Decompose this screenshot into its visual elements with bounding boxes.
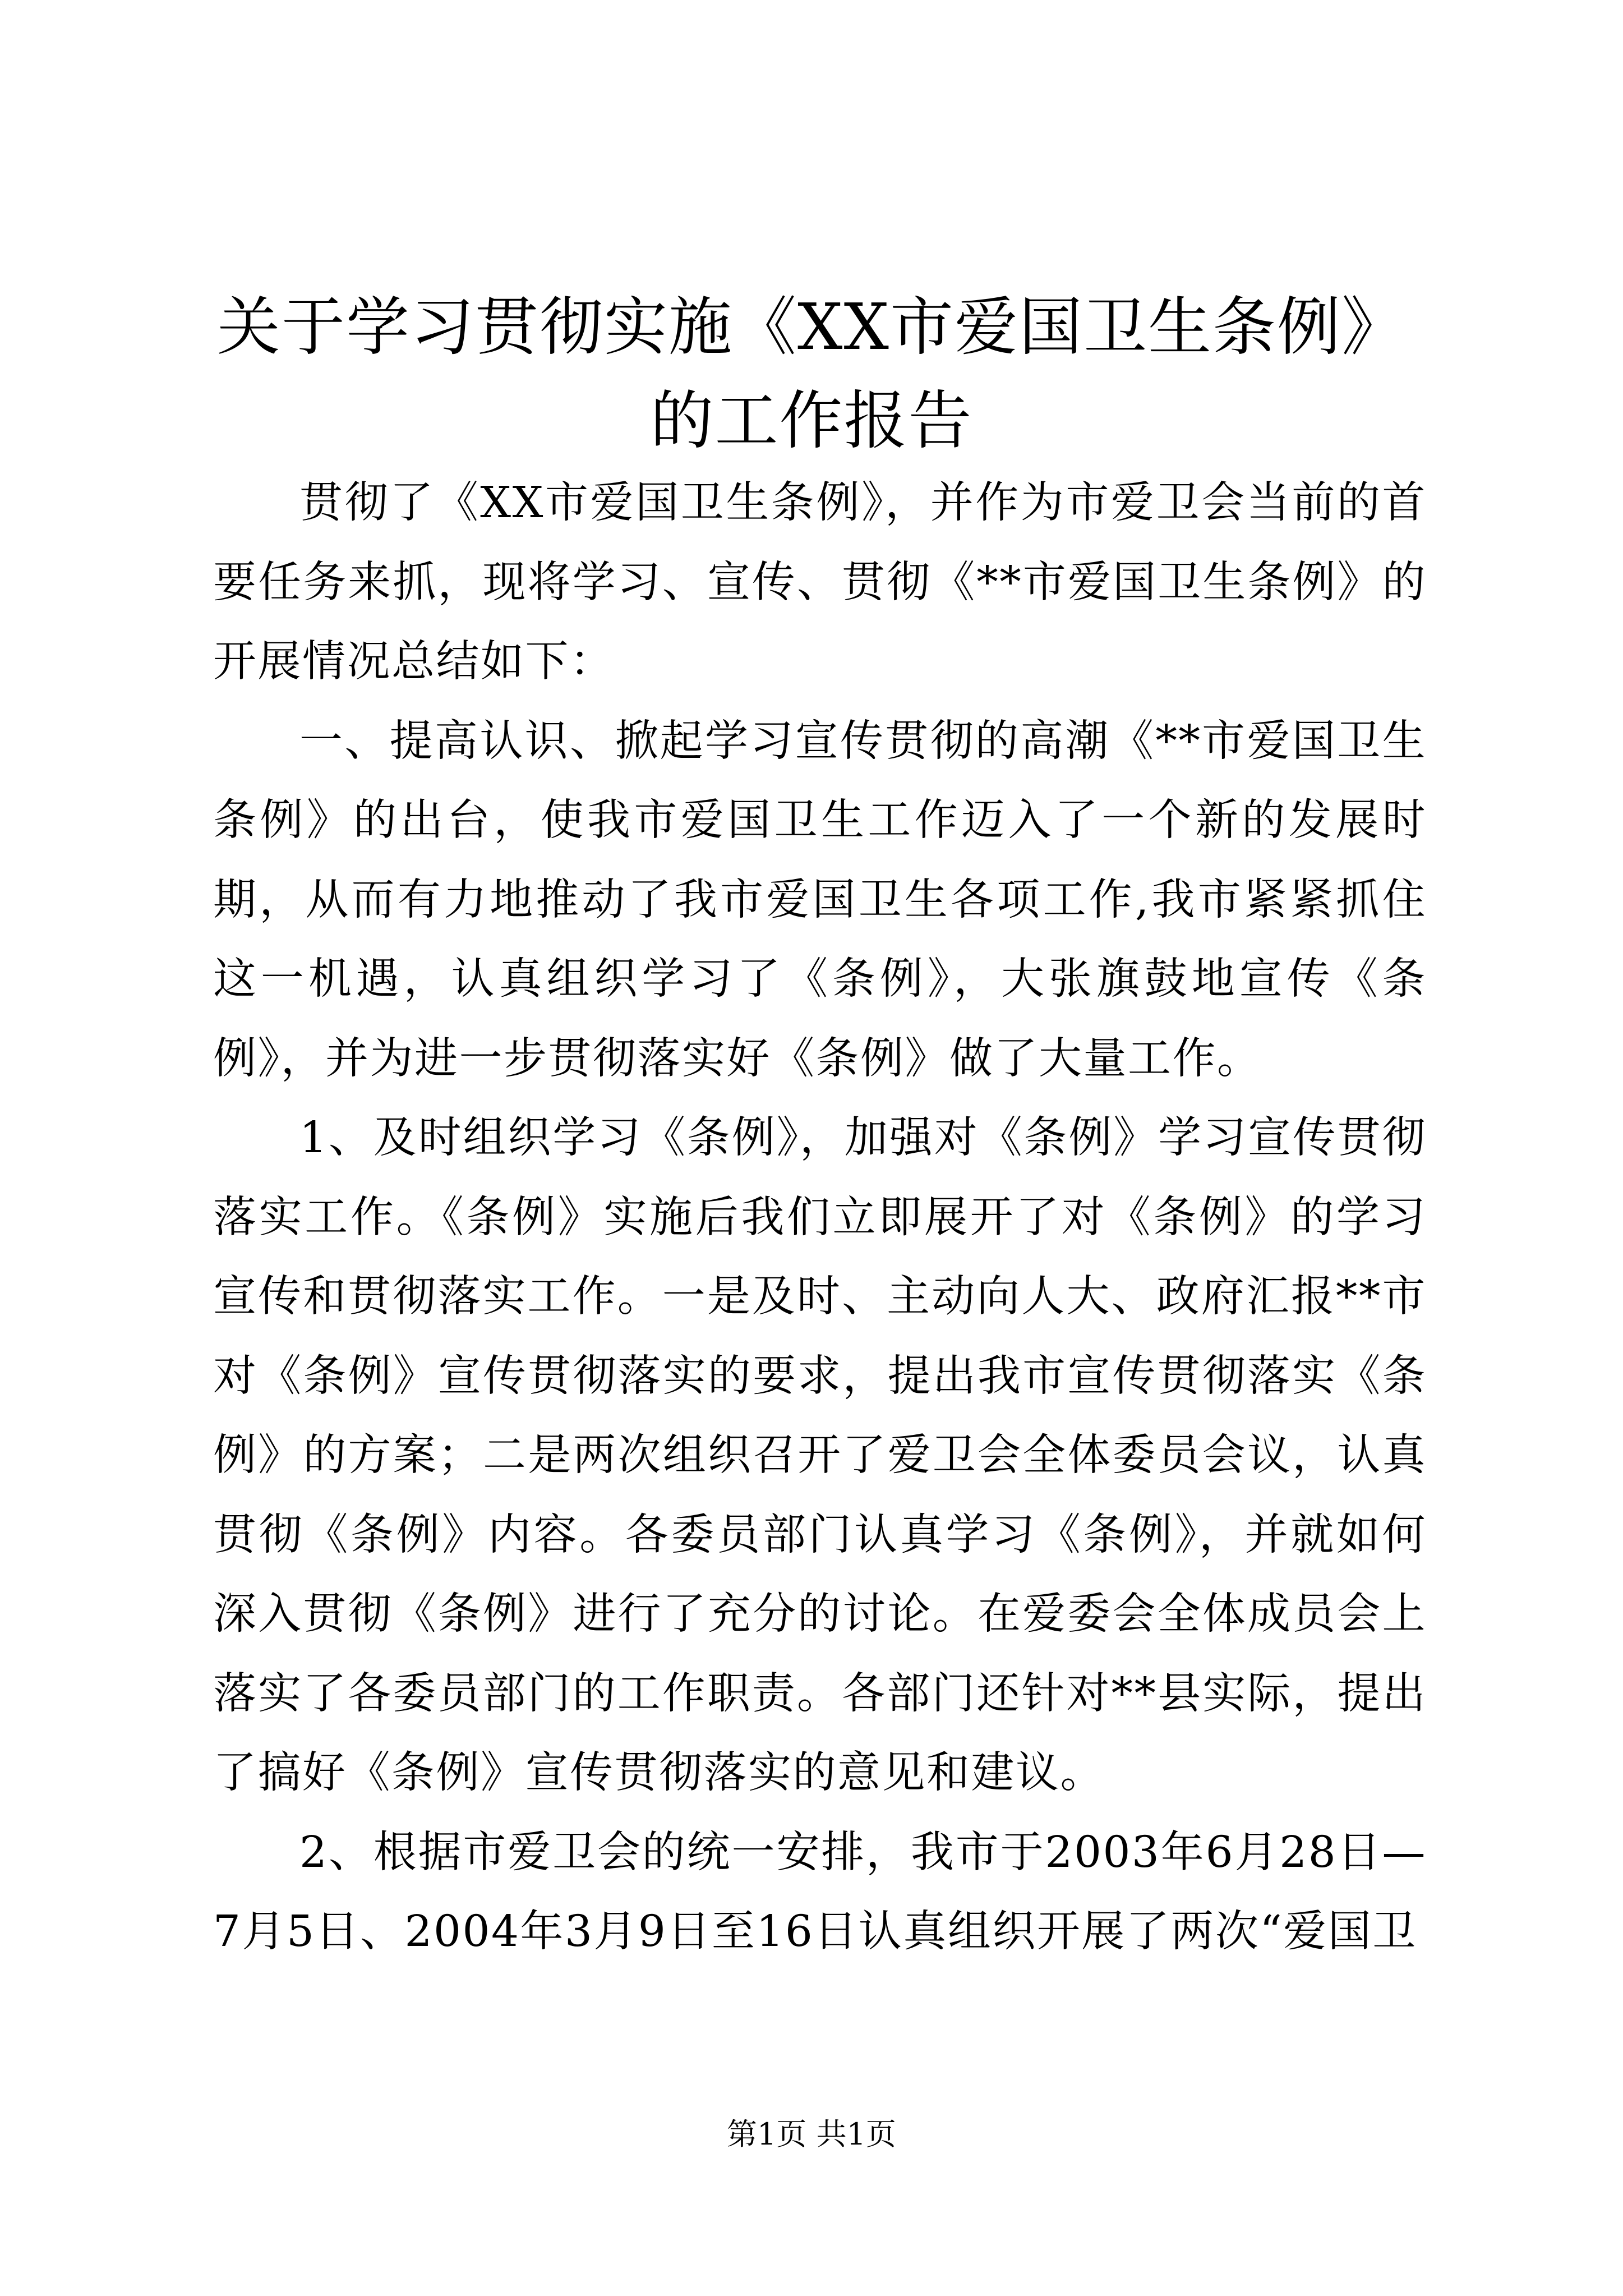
document-title: 关于学习贯彻实施《XX市爱国卫生条例》的工作报告 [217,290,1406,458]
page-footer: 第1页 共1页 [727,2116,896,2152]
body-paragraph: 1、及时组织学习《条例》，加强对《条例》学习宣传贯彻落实工作。《条例》实施后我们立即展开了对《条例》的学习宣传和贯彻落实工作。一是及时、主动向人大、政府汇报**市对《条例》宣传贯彻落实的要求，提出我市宣传贯彻落实《条例》的方案；二是两次组织召开了爱卫会全体委员会议，认真贯彻《条例》内容。各委员部门认真学习《条例》，并就如何深入贯彻《条例》进行了充分的讨论。在爱委会全体成员会上落实了各委员部门的工作职责。各部门还针对**县实际，提出了搞好《条例》宣传贯彻落实的意见和建议。 [213,1113,1427,1798]
body-paragraph: 2、根据市爱卫会的统一安排，我市于2003年6月28日—7月5日、2004年3月9日至16日认真组织开展了两次“爱国卫 [213,1827,1427,1957]
body-paragraph: 贯彻了《XX市爱国卫生条例》，并作为市爱卫会当前的首要任务来抓，现将学习、宣传、贯彻《**市爱国卫生条例》的开展情况总结如下： [213,478,1427,687]
body-paragraph: 一、提高认识、掀起学习宣传贯彻的高潮《**市爱国卫生条例》的出台，使我市爱国卫生工作迈入了一个新的发展时期，从而有力地推动了我市爱国卫生各项工作,我市紧紧抓住这一机遇，认真组织学习了《条例》，大张旗鼓地宣传《条例》，并为进一步贯彻落实好《条例》做了大量工作。 [213,716,1427,1084]
document-body [213,463,1427,1972]
